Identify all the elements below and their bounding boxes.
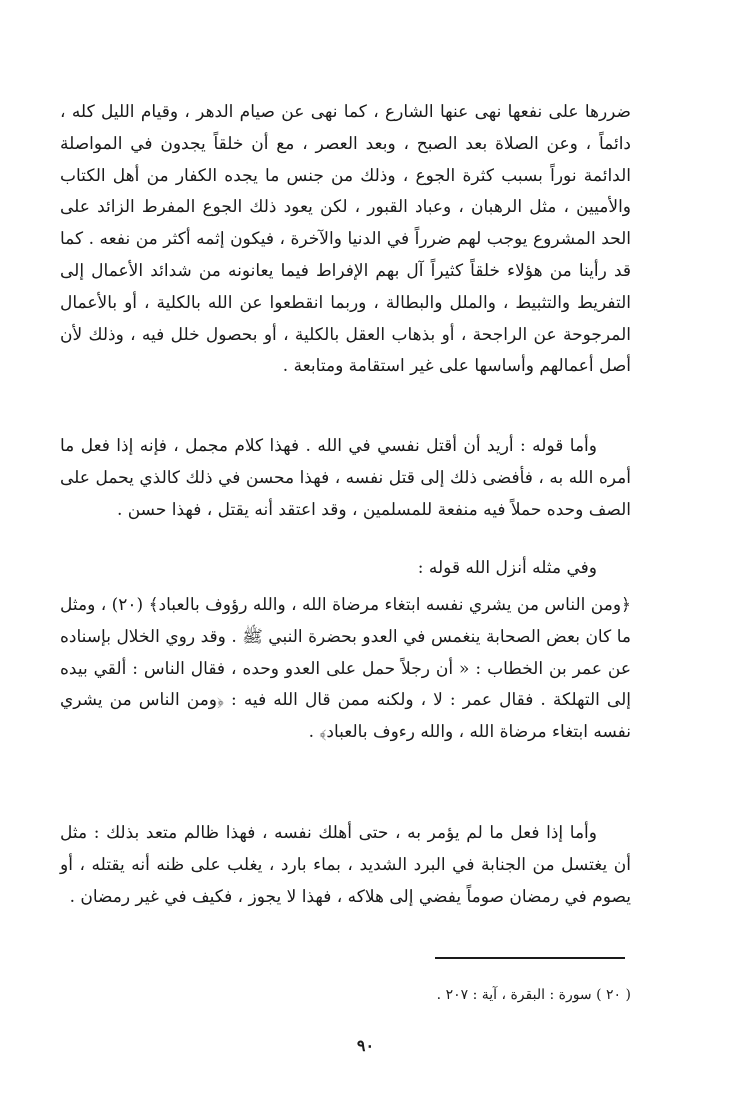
footnote-divider bbox=[435, 957, 625, 959]
paragraph-killing-oneself-for-god: وأما قوله : أريد أن أقتل نفسي في الله . فهذا كلام مجمل ، فإنه إذا فعل ما أمره الله به ، فأفضى ذلك إلى قتل نفسه ، فهذا محسن في ذلك كالذي يحمل على الصف وحده حملاً فيه منفعة للمسلمين ، وقد اعتقد أنه يقتل ، فهذا حسن . bbox=[60, 436, 631, 520]
paragraph-excessive-worship: ضررها على نفعها نهى عنها الشارع ، كما نهى عن صيام الدهر ، وقيام الليل كله ، دائماً ، وعن الصلاة بعد الصبح ، وبعد العصر ، مع أن خلقاً يجدون في المواصلة الدائمة نوراً بسبب كثرة الجوع ، وذلك من جنس ما يجده الكفار من أهل الكتاب والأميين ، مثل الرهبان ، وعباد القبور ، لكن يعود ذلك الجوع المفرط الزائد على الحد المشروع يوجب لهم ضرراً في الدنيا والآخرة ، فيكون إثمه أكثر من نفعه . كما قد رأينا من هؤلاء خلقاً كثيراً آل بهم الإفراط فيما يعانونه من شدائد الأعمال إلى التفريط والتثبيط ، والملل والبطالة ، وربما انقطعوا عن الله بالكلية ، أو بالأعمال المرجوحة عن الراجحة ، أو بذهاب العقل بالكلية ، أو بحصول خلل فيه ، وذلك لأن أصل أعمالهم وأساسها على غير استقامة ومتابعة . bbox=[60, 102, 631, 377]
footnote: ( ٢٠ ) سورة : البقرة ، آية : ٢٠٧ . bbox=[436, 987, 631, 1003]
page-number: ٩٠ bbox=[356, 1036, 375, 1055]
paragraph-unlawful-self-harm: وأما إذا فعل ما لم يؤمر به ، حتى أهلك نفسه ، فهذا ظالم متعد بذلك : مثل أن يغتسل من الجنابة في البرد الشديد ، بماء بارد ، يغلب على ظنه أنه يقتله ، أو يصوم في رمضان صوماً يفضي إلى هلاكه ، فهذا لا يجوز ، فكيف في غير رمضان . bbox=[60, 823, 631, 907]
paragraph-quran-verse-and-hadith: ﴿ومن الناس من يشري نفسه ابتغاء مرضاة الله ، والله رؤوف بالعباد﴾ (٢٠) ، ومثل ما كان بعض الصحابة ينغمس في العدو بحضرة النبي ﷺ . وقد روي الخلال بإسناده عن عمر بن الخطاب : « أن رجلاً حمل على العدو وحده ، فقال الناس : ألقي بيده إلى التهلكة . فقال عمر : لا ، ولكنه ممن قال الله فيه : ﴿ومن الناس من يشري نفسه ابتغاء مرضاة الله ، والله رءوف بالعباد﴾ . bbox=[60, 595, 631, 743]
paragraph-quran-intro: وفي مثله أنزل الله قوله : bbox=[417, 558, 597, 578]
